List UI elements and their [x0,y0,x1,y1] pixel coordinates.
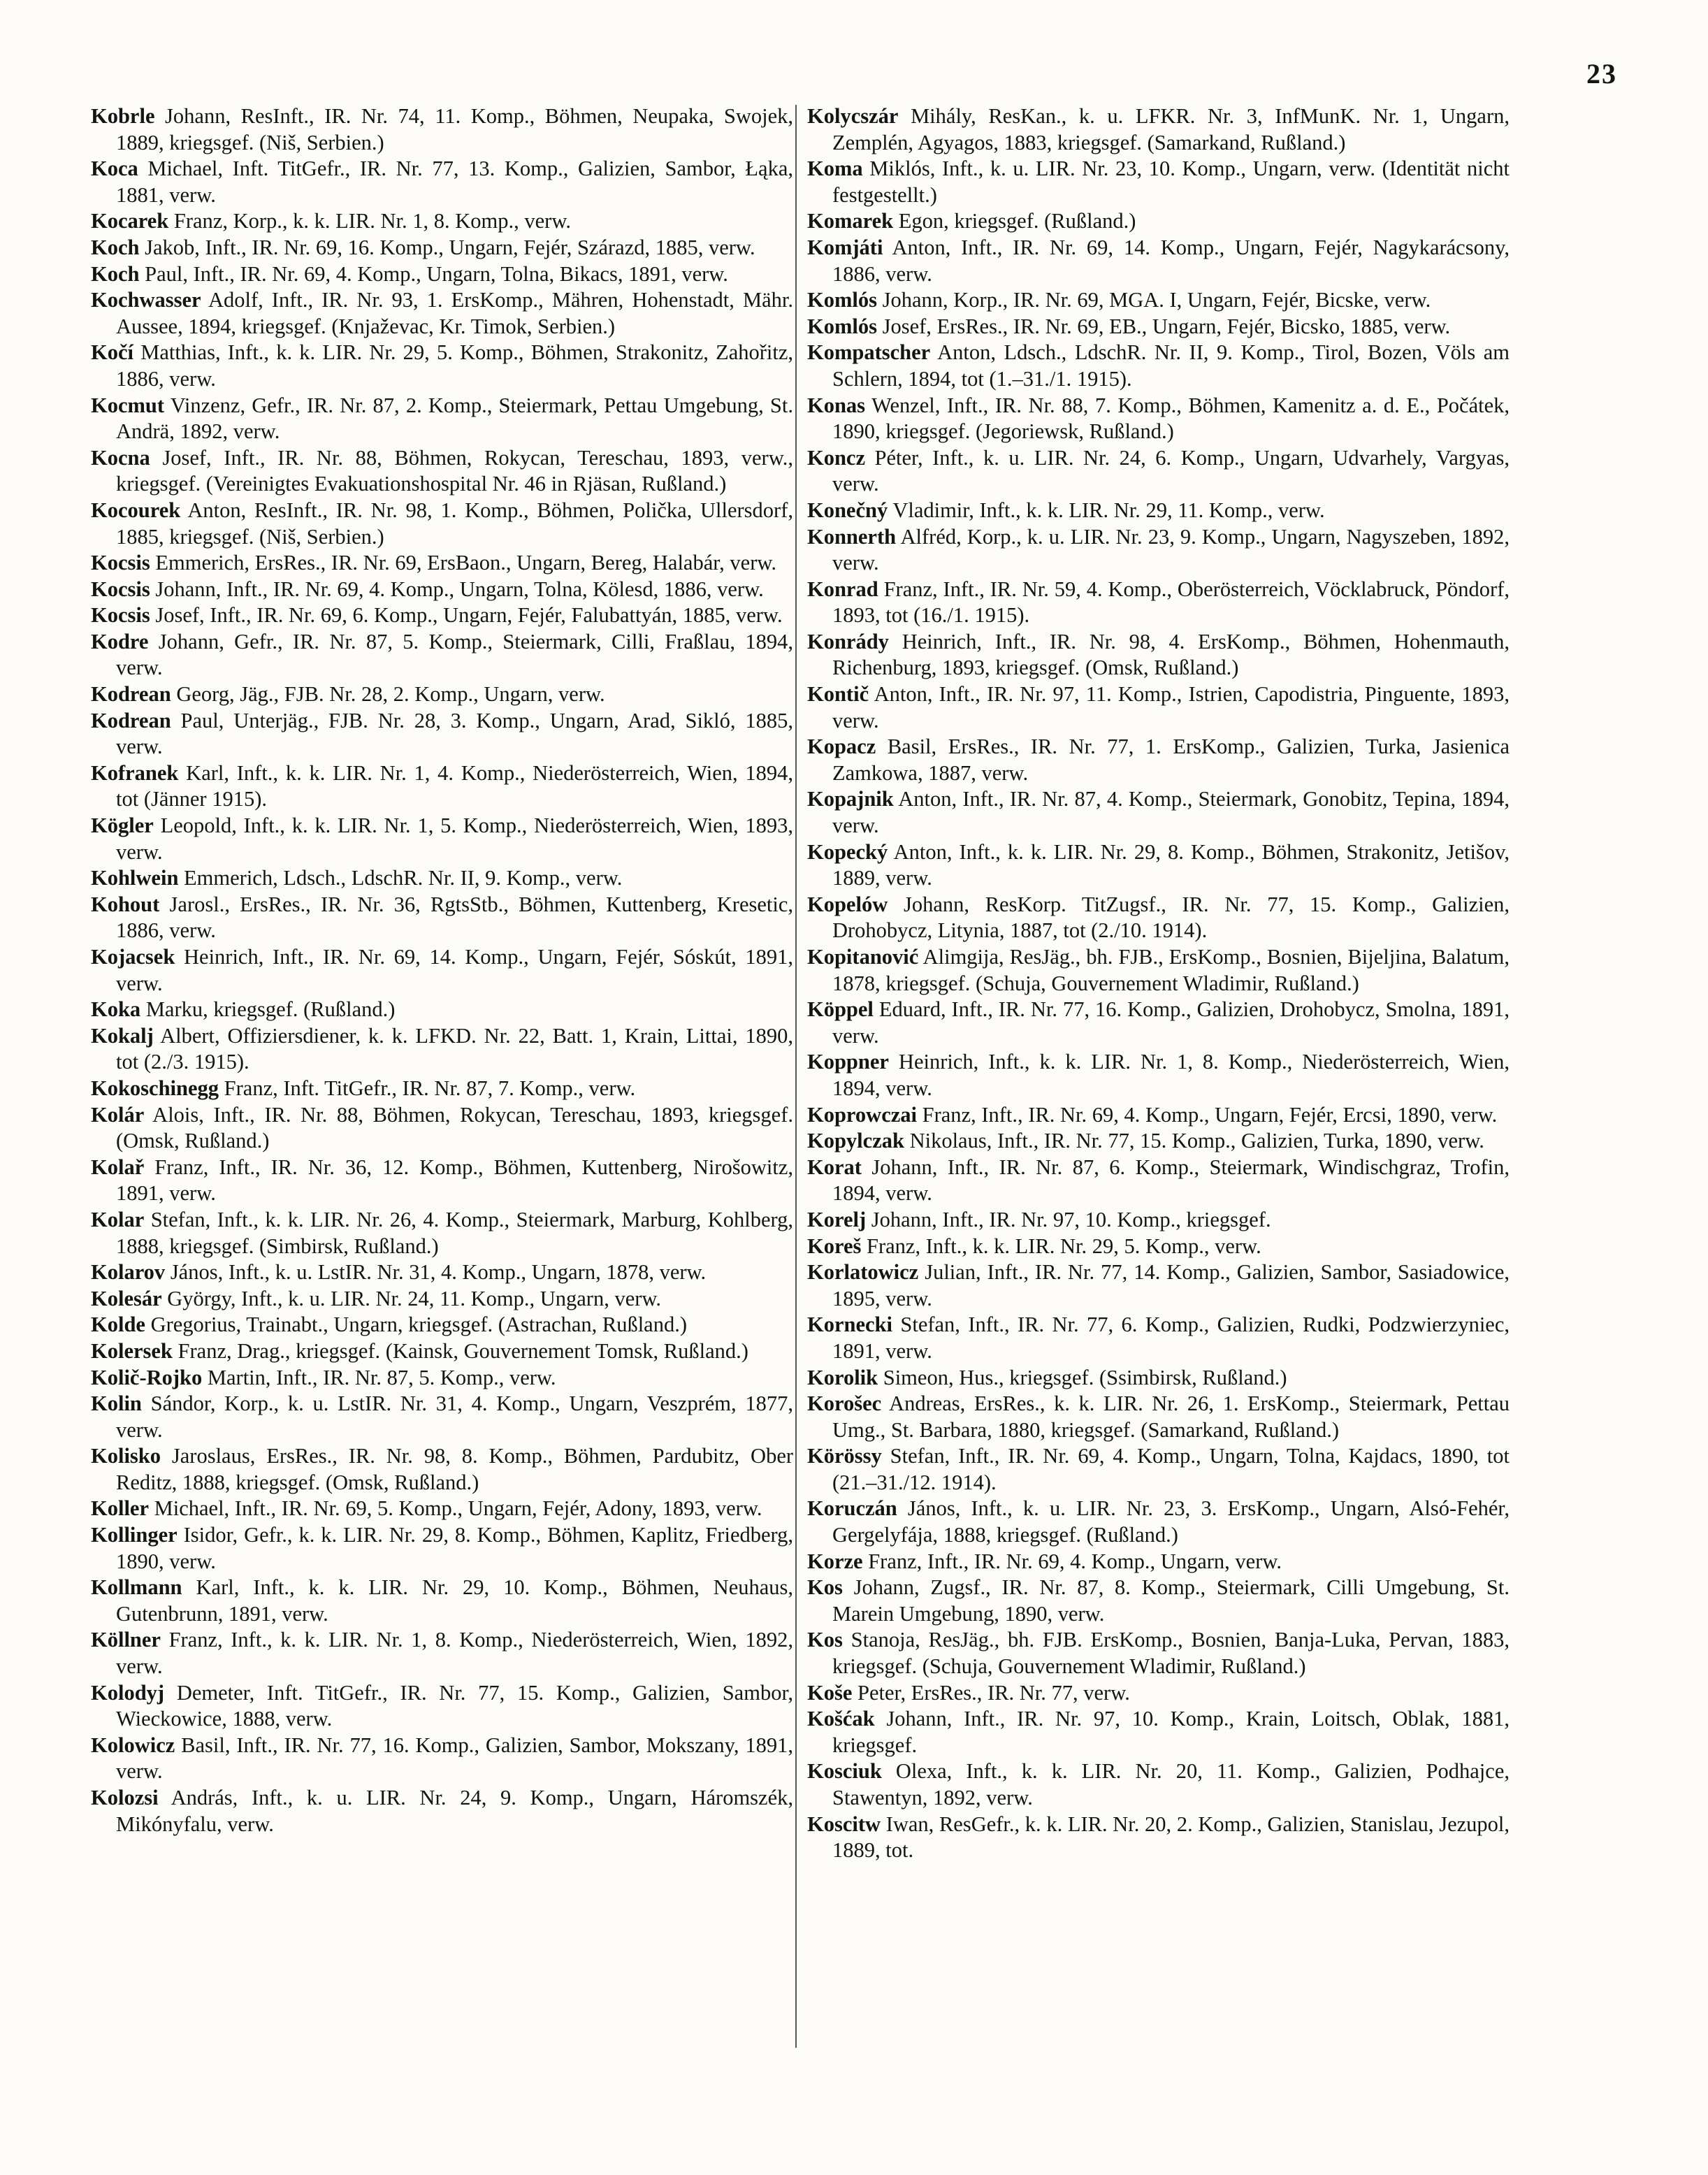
entry-surname: Kopecký [807,839,888,864]
entry-surname: Korze [807,1549,863,1573]
casualty-entry [807,786,1510,839]
casualty-entry [91,1391,793,1443]
entry-details: Gregorius, Trainabt., Ungarn, kriegsgef. (Astrachan, Rußland.) [150,1313,687,1337]
entry-surname: Količ-Rojko [91,1365,203,1389]
casualty-entry [91,1207,793,1259]
casualty-entry [91,1575,793,1627]
casualty-entry [807,997,1510,1049]
casualty-entry [91,708,793,760]
casualty-entry [807,1496,1510,1548]
entry-surname: Koca [91,157,138,181]
casualty-entry [91,629,793,681]
entry-surname: Kolde [91,1313,145,1337]
casualty-entry [91,1443,793,1496]
entry-details: János, Inft., k. u. LIR. Nr. 23, 3. ErsKomp., Ungarn, Alsó-Fehér, Gergelyfája, 1888, kriegsgef. (Rußland.) [832,1496,1510,1547]
entry-surname: Koma [807,157,863,181]
entry-surname: Kocna [91,445,150,470]
casualty-entry [91,340,793,392]
entry-details: Emmerich, Ldsch., LdschR. Nr. II, 9. Komp., verw. [184,866,623,890]
entry-details: Matthias, Inft., k. k. LIR. Nr. 29, 5. Komp., Böhmen, Strakonitz, Zahořitz, 1886, verw. [116,340,794,391]
entry-surname: Kodrean [91,682,171,707]
entry-details: Stanoja, ResJäg., bh. FJB. ErsKomp., Bosnien, Banja-Luka, Pervan, 1883, kriegsgef. (Schuja, Gouvernement Wladimir, Rußland.) [832,1628,1510,1679]
casualty-entry [807,1234,1510,1260]
casualty-entry [91,498,793,550]
entry-surname: Kopelów [807,892,888,916]
entry-details: Johann, Gefr., IR. Nr. 87, 5. Komp., Steiermark, Cilli, Fraßlau, 1894, verw. [116,629,793,680]
casualty-entry [807,1155,1510,1207]
casualty-entry [91,892,793,944]
entry-details: Peter, ErsRes., IR. Nr. 77, verw. [857,1680,1130,1705]
casualty-entry [91,208,793,235]
entry-details: Josef, Inft., IR. Nr. 88, Böhmen, Rokycan, Tereschau, 1893, verw., kriegsgef. (Vereinigtes Evakuationshospital Nr. 46 in Rjäsan, Rußland.) [116,445,794,496]
entry-details: Johann, Inft., IR. Nr. 87, 6. Komp., Steiermark, Windischgraz, Trofin, 1894, verw. [832,1155,1510,1206]
entry-surname: Korlatowicz [807,1260,919,1285]
casualty-entry [91,1496,793,1522]
entry-details: Michael, Inft., IR. Nr. 69, 5. Komp., Ungarn, Fejér, Adony, 1893, verw. [154,1496,762,1521]
casualty-entry [91,1627,793,1679]
casualty-entry [807,1207,1510,1234]
entry-surname: Komlós [807,288,877,312]
entry-details: János, Inft., k. u. LstIR. Nr. 31, 4. Komp., Ungarn, 1878, verw. [170,1260,707,1285]
casualty-entry [91,287,793,340]
entry-details: Vinzenz, Gefr., IR. Nr. 87, 2. Komp., Steiermark, Pettau Umgebung, St. Andrä, 1892, verw. [116,393,793,444]
entry-surname: Koscitw [807,1812,881,1836]
entry-surname: Kolycszár [807,104,899,128]
casualty-entry [807,1627,1510,1679]
entry-surname: Kokoschinegg [91,1076,219,1100]
entry-details: Anton, Inft., IR. Nr. 97, 11. Komp., Istrien, Capodistria, Pinguente, 1893, verw. [832,682,1510,732]
casualty-entry [807,1128,1510,1155]
entry-details: András, Inft., k. u. LIR. Nr. 24, 9. Komp., Ungarn, Háromszék, Mikónyfalu, verw. [116,1786,793,1836]
entry-details: Franz, Korp., k. k. LIR. Nr. 1, 8. Komp., verw. [173,209,571,233]
entry-surname: Köppel [807,997,874,1022]
casualty-entry [91,577,793,603]
entry-surname: Koše [807,1680,853,1705]
entry-details: Andreas, ErsRes., k. k. LIR. Nr. 26, 1. ErsKomp., Steiermark, Pettau Umg., St. Barbara, 1880, kriegsgef. (Samarkand, Rußland.) [832,1392,1510,1442]
entry-surname: Kopylczak [807,1129,904,1153]
entry-details: Martin, Inft., IR. Nr. 87, 5. Komp., verw. [207,1365,556,1389]
entry-details: Johann, ResInft., IR. Nr. 74, 11. Komp., Böhmen, Neupaka, Swojek, 1889, kriegsgef. (Niš, Serbien.) [116,104,793,154]
entry-surname: Kolodyj [91,1680,165,1705]
casualty-entry [91,445,793,498]
entry-details: Péter, Inft., k. u. LIR. Nr. 24, 6. Komp., Ungarn, Udvarhely, Vargyas, verw. [832,445,1510,496]
entry-details: Johann, ResKorp. TitZugsf., IR. Nr. 77, 15. Komp., Galizien, Drohobycz, Litynia, 1887, tot (2./10. 1914). [832,892,1510,943]
entry-details: Karl, Inft., k. k. LIR. Nr. 29, 10. Komp., Böhmen, Neuhaus, Gutenbrunn, 1891, verw. [116,1575,794,1626]
casualty-entry [807,1049,1510,1101]
entry-details: Jaroslaus, ErsRes., IR. Nr. 98, 8. Komp., Böhmen, Pardubitz, Ober Reditz, 1888, kriegsgef. (Omsk, Rußland.) [116,1444,794,1494]
entry-surname: Korelj [807,1207,867,1231]
entry-surname: Kolár [91,1102,145,1127]
entry-surname: Košćak [807,1707,875,1731]
casualty-entry [807,1812,1510,1864]
casualty-entry [91,261,793,288]
casualty-entry [91,1102,793,1155]
casualty-entry [807,235,1510,287]
entry-details: Josef, ErsRes., IR. Nr. 69, EB., Ungarn, Fejér, Bicsko, 1885, verw. [882,314,1451,338]
entry-surname: Kollmann [91,1575,182,1600]
entry-details: Paul, Unterjäg., FJB. Nr. 28, 3. Komp., Ungarn, Arad, Sikló, 1885, verw. [116,708,793,759]
casualty-entry [91,944,793,997]
entry-surname: Konnerth [807,524,897,549]
casualty-entry [91,1076,793,1102]
page-number: 23 [1586,58,1617,89]
entry-surname: Kopacz [807,735,876,759]
right-column [807,103,1510,1864]
entry-details: Stefan, Inft., IR. Nr. 69, 4. Komp., Ungarn, Tolna, Kajdacs, 1890, tot (21.–31./12. 1914). [832,1444,1510,1494]
entry-surname: Kolesár [91,1286,162,1310]
entry-details: Egon, kriegsgef. (Rußland.) [898,209,1136,233]
entry-surname: Kocarek [91,209,169,233]
entry-details: Franz, Inft., IR. Nr. 69, 4. Komp., Ungarn, verw. [868,1549,1282,1573]
casualty-entry [807,839,1510,892]
entry-surname: Komlós [807,314,877,338]
casualty-entry [807,314,1510,340]
casualty-entry [807,287,1510,314]
casualty-entry [91,1365,793,1392]
casualty-entry [91,1286,793,1313]
entry-details: Anton, Inft., IR. Nr. 69, 14. Komp., Ungarn, Fejér, Nagykarácsony, 1886, verw. [832,235,1510,286]
entry-surname: Korolik [807,1365,878,1389]
entry-details: Anton, ResInft., IR. Nr. 98, 1. Komp., Böhmen, Polička, Ullersdorf, 1885, kriegsgef. (Niš, Serbien.) [116,498,793,549]
entry-surname: Komarek [807,209,894,233]
entry-details: Heinrich, Inft., IR. Nr. 69, 14. Komp., Ungarn, Fejér, Sóskút, 1891, verw. [116,945,794,995]
entry-surname: Kočí [91,340,133,365]
casualty-entry [91,1023,793,1076]
entry-surname: Körössy [807,1444,882,1468]
casualty-entry [807,393,1510,445]
entry-surname: Kolin [91,1392,142,1416]
entry-details: Johann, Korp., IR. Nr. 69, MGA. I, Ungarn, Fejér, Bicske, verw. [882,288,1431,312]
casualty-entry [91,813,793,865]
entry-details: Miklós, Inft., k. u. LIR. Nr. 23, 10. Komp., Ungarn, verw. (Identität nicht festgestellt.) [832,157,1510,207]
entry-surname: Kofranek [91,760,179,785]
entry-details: Basil, ErsRes., IR. Nr. 77, 1. ErsKomp., Galizien, Turka, Jasienica Zamkowa, 1887, verw. [832,735,1510,785]
entry-surname: Kollinger [91,1523,178,1547]
entry-details: Nikolaus, Inft., IR. Nr. 77, 15. Komp., Galizien, Turka, 1890, verw. [909,1129,1484,1153]
entry-details: Stefan, Inft., IR. Nr. 77, 6. Komp., Galizien, Rudki, Podzwierzyniec, 1891, verw. [832,1313,1510,1363]
entry-details: Simeon, Hus., kriegsgef. (Ssimbirsk, Rußland.) [883,1365,1287,1389]
casualty-entry [91,550,793,577]
entry-surname: Kojacsek [91,945,175,969]
entry-details: Johann, Inft., IR. Nr. 97, 10. Komp., kriegsgef. [871,1207,1271,1231]
entry-details: Alois, Inft., IR. Nr. 88, Böhmen, Rokycan, Tereschau, 1893, kriegsgef. (Omsk, Rußland.) [116,1102,793,1153]
casualty-entry [807,208,1510,235]
casualty-entry [91,760,793,813]
casualty-entry [807,1365,1510,1392]
entry-details: Wenzel, Inft., IR. Nr. 88, 7. Komp., Böhmen, Kamenitz a. d. E., Počátek, 1890, kriegsgef. (Jegoriewsk, Rußland.) [832,393,1510,444]
entry-details: Eduard, Inft., IR. Nr. 77, 16. Komp., Galizien, Drohobycz, Smolna, 1891, verw. [832,997,1510,1048]
casualty-entry [807,340,1510,392]
entry-surname: Kodrean [91,708,171,732]
column-divider [795,105,797,2048]
casualty-entry [91,1312,793,1338]
entry-surname: Kögler [91,814,154,838]
entry-details: Franz, Inft. TitGefr., IR. Nr. 87, 7. Komp., verw. [224,1076,636,1100]
casualty-entry [91,602,793,629]
casualty-entry [91,1259,793,1286]
entry-surname: Koruczán [807,1496,897,1521]
casualty-entry [91,1155,793,1207]
entry-surname: Kontič [807,682,869,707]
entry-surname: Kolowicz [91,1733,175,1757]
entry-details: Julian, Inft., IR. Nr. 77, 14. Komp., Galizien, Sambor, Sasiadowice, 1895, verw. [832,1260,1510,1310]
entry-details: Jarosl., ErsRes., IR. Nr. 36, RgtsStb., Böhmen, Kuttenberg, Kresetic, 1886, verw. [116,892,794,943]
casualty-entry [807,1391,1510,1443]
casualty-entry [91,1338,793,1365]
entry-details: Anton, Inft., k. k. LIR. Nr. 29, 8. Komp., Böhmen, Strakonitz, Jetišov, 1889, verw. [832,839,1510,890]
casualty-entry [91,1522,793,1575]
entry-surname: Kocsis [91,603,150,628]
entry-surname: Konrad [807,577,878,601]
entry-surname: Koch [91,235,140,259]
casualty-entry [91,1680,793,1733]
entry-details: Heinrich, Inft., IR. Nr. 98, 4. ErsKomp., Böhmen, Hohenmauth, Richenburg, 1893, kriegsgef. (Omsk, Rußland.) [832,629,1510,680]
entry-details: Heinrich, Inft., k. k. LIR. Nr. 1, 8. Komp., Niederösterreich, Wien, 1894, verw. [832,1050,1510,1100]
entry-details: Vladimir, Inft., k. k. LIR. Nr. 29, 11. Komp., verw. [892,498,1325,522]
entry-surname: Kolař [91,1155,145,1179]
casualty-entry [91,1785,793,1837]
entry-surname: Koncz [807,445,866,470]
entry-surname: Kolisko [91,1444,161,1468]
casualty-entry [91,103,793,156]
entry-details: Sándor, Korp., k. u. LstIR. Nr. 31, 4. Komp., Ungarn, Veszprém, 1877, verw. [116,1392,794,1442]
entry-surname: Kochwasser [91,288,201,312]
entry-surname: Kolar [91,1207,145,1231]
entry-surname: Kohlwein [91,866,179,890]
casualty-entry [807,1680,1510,1707]
casualty-entry [91,156,793,208]
casualty-entry [807,1549,1510,1575]
entry-details: Karl, Inft., k. k. LIR. Nr. 1, 4. Komp., Niederösterreich, Wien, 1894, tot (Jänner 1915). [116,760,793,811]
casualty-entry [807,498,1510,524]
entry-details: Basil, Inft., IR. Nr. 77, 16. Komp., Galizien, Sambor, Mokszany, 1891, verw. [116,1733,793,1784]
casualty-entry [91,393,793,445]
casualty-entry [91,997,793,1023]
entry-surname: Kohout [91,892,160,916]
entry-details: Iwan, ResGefr., k. k. LIR. Nr. 20, 2. Komp., Galizien, Stanislau, Jezupol, 1889, tot. [832,1812,1510,1863]
entry-surname: Kopajnik [807,787,894,811]
entry-surname: Koprowczai [807,1102,917,1127]
entry-details: Franz, Inft., k. k. LIR. Nr. 1, 8. Komp., Niederösterreich, Wien, 1892, verw. [116,1628,793,1679]
entry-surname: Kolersek [91,1338,173,1363]
entry-details: Johann, Inft., IR. Nr. 97, 10. Komp., Krain, Loitsch, Oblak, 1881, kriegsgef. [832,1707,1510,1757]
entry-surname: Kosciuk [807,1759,882,1784]
entry-surname: Kos [807,1628,843,1652]
casualty-entry [807,1758,1510,1811]
casualty-entry [807,524,1510,577]
entry-details: Johann, Zugsf., IR. Nr. 87, 8. Komp., Steiermark, Cilli Umgebung, St. Marein Umgebung, 1890, verw. [832,1575,1510,1626]
entry-surname: Konrády [807,629,889,653]
casualty-entry [807,1443,1510,1496]
entry-details: Franz, Inft., IR. Nr. 36, 12. Komp., Böhmen, Kuttenberg, Nirošowitz, 1891, verw. [116,1155,793,1206]
entry-surname: Koka [91,997,141,1022]
entry-details: Isidor, Gefr., k. k. LIR. Nr. 29, 8. Komp., Böhmen, Kaplitz, Friedberg, 1890, verw. [116,1523,793,1573]
casualty-entry [807,892,1510,944]
entry-surname: Koller [91,1496,149,1521]
entry-details: Johann, Inft., IR. Nr. 69, 4. Komp., Ungarn, Tolna, Kölesd, 1886, verw. [155,577,764,601]
entry-details: Josef, Inft., IR. Nr. 69, 6. Komp., Ungarn, Fejér, Falubattyán, 1885, verw. [155,603,783,628]
entry-details: György, Inft., k. u. LIR. Nr. 24, 11. Komp., Ungarn, verw. [167,1286,662,1310]
entry-details: Georg, Jäg., FJB. Nr. 28, 2. Komp., Ungarn, verw. [176,682,605,707]
casualty-entry [91,1733,793,1785]
casualty-entry [807,944,1510,997]
casualty-entry [807,103,1510,156]
entry-details: Alfréd, Korp., k. u. LIR. Nr. 23, 9. Komp., Ungarn, Nagyszeben, 1892, verw. [832,524,1510,575]
entry-details: Leopold, Inft., k. k. LIR. Nr. 1, 5. Komp., Niederösterreich, Wien, 1893, verw. [116,814,794,864]
casualty-entry [807,629,1510,681]
entry-details: Alimgija, ResJäg., bh. FJB., ErsKomp., Bosnien, Bijeljina, Balatum, 1878, kriegsgef. (Schuja, Gouvernement Wladimir, Rußland.) [832,945,1510,995]
casualty-entry [91,865,793,892]
entry-surname: Kodre [91,629,149,653]
entry-surname: Koch [91,261,140,286]
casualty-entry [807,445,1510,498]
entry-details: Paul, Inft., IR. Nr. 69, 4. Komp., Ungarn, Tolna, Bikacs, 1891, verw. [145,261,728,286]
entry-details: Franz, Inft., IR. Nr. 69, 4. Komp., Ungarn, Fejér, Ercsi, 1890, verw. [922,1102,1498,1127]
entry-details: Franz, Inft., IR. Nr. 59, 4. Komp., Oberösterreich, Vöcklabruck, Pöndorf, 1893, tot (16./1. 1915). [832,577,1510,628]
casualty-entry [807,681,1510,734]
entry-details: Stefan, Inft., k. k. LIR. Nr. 26, 4. Komp., Steiermark, Marburg, Kohlberg, 1888, kriegsgef. (Simbirsk, Rußland.) [116,1207,794,1258]
entry-details: Demeter, Inft. TitGefr., IR. Nr. 77, 15. Komp., Galizien, Sambor, Wieckowice, 1888, verw. [116,1680,794,1731]
entry-details: Olexa, Inft., k. k. LIR. Nr. 20, 11. Komp., Galizien, Podhajce, Stawentyn, 1892, verw. [832,1759,1510,1809]
entry-details: Jakob, Inft., IR. Nr. 69, 16. Komp., Ungarn, Fejér, Szárazd, 1885, verw. [145,235,755,259]
entry-details: Adolf, Inft., IR. Nr. 93, 1. ErsKomp., Mähren, Hohenstadt, Mähr. Aussee, 1894, kriegsgef. (Knjaževac, Kr. Timok, Serbien.) [116,288,793,338]
entry-details: Albert, Offiziersdiener, k. k. LFKD. Nr. 22, Batt. 1, Krain, Littai, 1890, tot (2./3. 1915). [116,1023,793,1074]
entry-surname: Korošec [807,1392,882,1416]
entry-surname: Kocsis [91,577,150,601]
entry-details: Mihály, ResKan., k. u. LFKR. Nr. 3, InfMunK. Nr. 1, Ungarn, Zemplén, Agyagos, 1883, kriegsgef. (Samarkand, Rußland.) [832,104,1510,154]
entry-details: Franz, Inft., k. k. LIR. Nr. 29, 5. Komp., verw. [867,1234,1261,1258]
left-column [91,103,793,1837]
casualty-entry [807,156,1510,208]
entry-details: Michael, Inft. TitGefr., IR. Nr. 77, 13. Komp., Galizien, Sambor, Łąka, 1881, verw. [116,157,793,207]
casualty-entry [807,1706,1510,1758]
entry-surname: Kocmut [91,393,165,417]
entry-surname: Kocsis [91,551,150,575]
entry-surname: Kocourek [91,498,181,522]
entry-details: Franz, Drag., kriegsgef. (Kainsk, Gouvernement Tomsk, Rußland.) [178,1338,748,1363]
casualty-entry [91,235,793,261]
entry-surname: Kobrle [91,104,155,128]
entry-details: Marku, kriegsgef. (Rußland.) [145,997,396,1022]
casualty-entry [807,1312,1510,1364]
entry-surname: Kolozsi [91,1786,159,1809]
casualty-entry [807,734,1510,786]
entry-surname: Kolarov [91,1260,166,1285]
entry-surname: Kokalj [91,1023,154,1048]
entry-surname: Kos [807,1575,843,1600]
casualty-entry [807,577,1510,629]
entry-surname: Korat [807,1155,862,1179]
entry-surname: Köllner [91,1628,161,1652]
entry-surname: Konas [807,393,866,417]
entry-surname: Kompatscher [807,340,931,365]
entry-surname: Komjáti [807,235,883,259]
casualty-entry [91,681,793,708]
entry-details: Emmerich, ErsRes., IR. Nr. 69, ErsBaon., Ungarn, Bereg, Halabár, verw. [155,551,777,575]
entry-surname: Kopitanović [807,945,919,969]
entry-surname: Koppner [807,1050,889,1074]
entry-details: Anton, Inft., IR. Nr. 87, 4. Komp., Steiermark, Gonobitz, Tepina, 1894, verw. [832,787,1510,838]
casualty-entry [807,1575,1510,1627]
entry-surname: Konečný [807,498,888,522]
entry-surname: Kornecki [807,1313,892,1337]
entry-surname: Koreš [807,1234,862,1258]
casualty-entry [807,1259,1510,1312]
entry-details: Anton, Ldsch., LdschR. Nr. II, 9. Komp., Tirol, Bozen, Völs am Schlern, 1894, tot (1.–31./1. 1915). [832,340,1510,391]
casualty-entry [807,1102,1510,1129]
